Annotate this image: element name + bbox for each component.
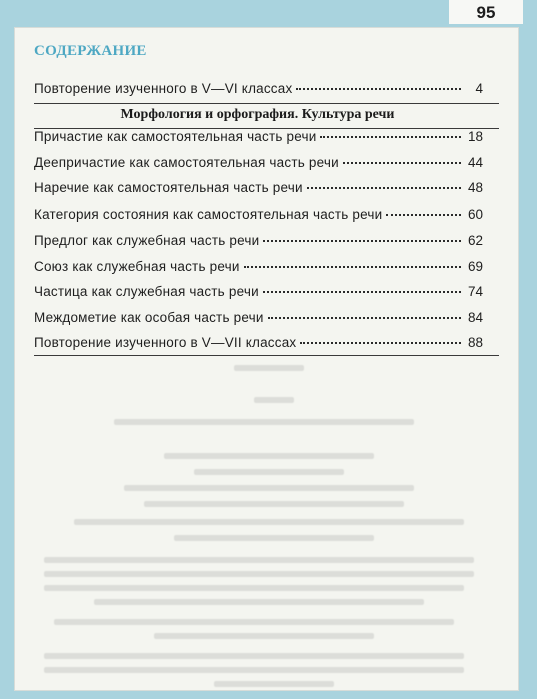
separator-line bbox=[34, 103, 499, 104]
dot-leader bbox=[263, 291, 461, 293]
toc-entry-title: Причастие как самостоятельная часть речи bbox=[34, 129, 317, 144]
toc-entry-page: 60 bbox=[467, 207, 483, 222]
dot-leader bbox=[386, 214, 461, 216]
toc-entry-intro[interactable] bbox=[34, 81, 483, 96]
toc-entry-title: Деепричастие как самостоятельная часть речи bbox=[34, 155, 339, 170]
toc-entry-page: 74 bbox=[467, 284, 483, 299]
toc-entry-page: 84 bbox=[467, 310, 483, 325]
toc-entry[interactable] bbox=[34, 310, 483, 325]
dot-leader bbox=[263, 240, 461, 242]
toc-entry-page: 88 bbox=[467, 335, 483, 350]
section-title: Морфология и орфография. Культура речи bbox=[120, 107, 395, 122]
toc-entry-page: 69 bbox=[467, 259, 483, 274]
toc-entry-title: Наречие как самостоятельная часть речи bbox=[34, 180, 303, 195]
dot-leader bbox=[320, 136, 461, 138]
toc-entry-title: Предлог как служебная часть речи bbox=[34, 233, 260, 248]
page-number: 95 bbox=[449, 0, 523, 24]
dot-leader bbox=[244, 266, 461, 268]
toc-entry-page: 62 bbox=[467, 233, 483, 248]
toc-entry-page: 44 bbox=[467, 155, 483, 170]
toc-entry-page: 48 bbox=[467, 180, 483, 195]
toc-entry-title: Союз как служебная часть речи bbox=[34, 259, 240, 274]
dot-leader bbox=[343, 162, 461, 164]
toc-entry-title: Междометие как особая часть речи bbox=[34, 310, 264, 325]
toc-entry[interactable] bbox=[34, 284, 483, 299]
toc-entry[interactable] bbox=[34, 129, 483, 144]
toc-entry-page: 18 bbox=[467, 129, 483, 144]
dot-leader bbox=[268, 317, 461, 319]
toc-entry-title: Категория состояния как самостоятельная часть речи bbox=[34, 207, 383, 222]
dot-leader bbox=[307, 187, 461, 189]
toc-entry-title: Частица как служебная часть речи bbox=[34, 284, 259, 299]
toc-entry[interactable] bbox=[34, 155, 483, 170]
contents-heading: СОДЕРЖАНИЕ bbox=[34, 43, 147, 59]
toc-entry[interactable] bbox=[34, 335, 483, 350]
dot-leader bbox=[296, 88, 461, 90]
toc-entry[interactable] bbox=[34, 207, 483, 222]
toc-entry-title: Повторение изученного в V—VI классах bbox=[34, 81, 293, 96]
separator-line bbox=[34, 355, 499, 356]
toc-entry[interactable] bbox=[34, 259, 483, 274]
toc-entry[interactable] bbox=[34, 233, 483, 248]
dot-leader bbox=[300, 342, 461, 344]
contents-page bbox=[14, 27, 519, 691]
toc-entry-page: 4 bbox=[475, 81, 483, 96]
show-through-text bbox=[74, 357, 479, 667]
toc-entry-title: Повторение изученного в V—VII классах bbox=[34, 335, 297, 350]
toc-entry[interactable] bbox=[34, 180, 483, 195]
